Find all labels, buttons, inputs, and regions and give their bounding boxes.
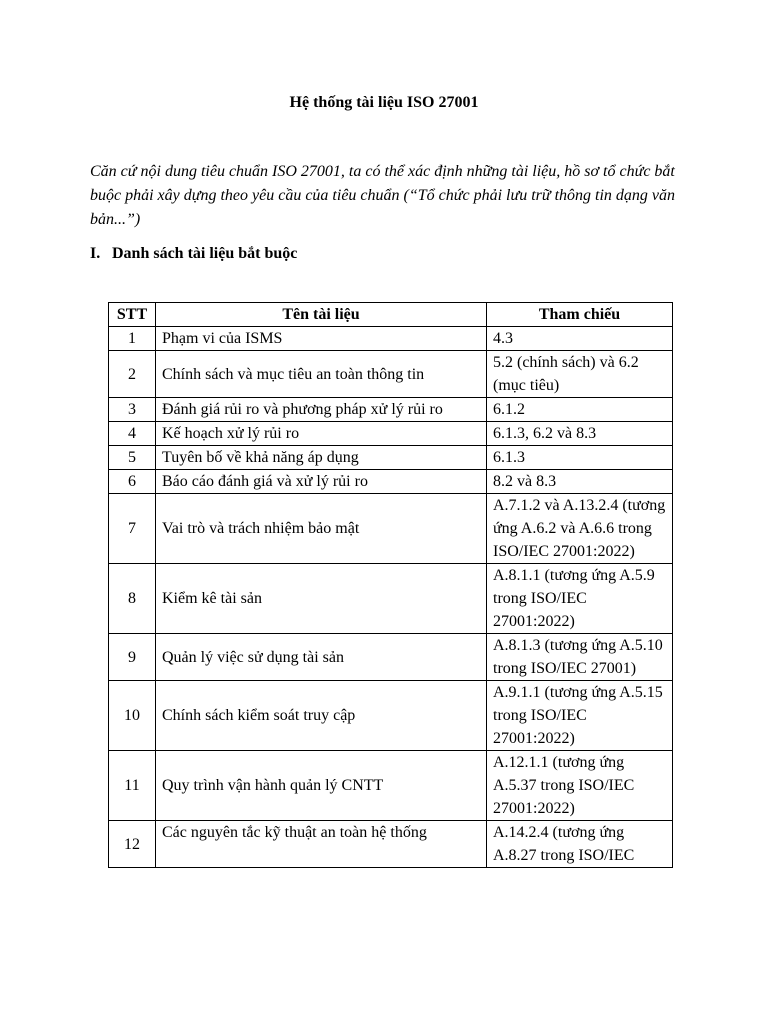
intro-paragraph: Căn cứ nội dung tiêu chuẩn ISO 27001, ta có thể xác định những tài liệu, hồ sơ tổ chức bắt buộc phải xây dựng theo yêu cầu của tiêu chuẩn (“Tổ chức phải lưu trữ thông tin dạng văn bản...”) xyxy=(90,163,676,228)
header-stt: STT xyxy=(109,303,156,327)
cell-stt: 10 xyxy=(109,681,156,751)
table-row xyxy=(109,821,673,868)
table-row xyxy=(109,564,673,634)
cell-stt: 6 xyxy=(109,470,156,494)
cell-stt: 12 xyxy=(109,821,156,868)
cell-name: Các nguyên tắc kỹ thuật an toàn hệ thống xyxy=(156,821,487,868)
table-row xyxy=(109,494,673,564)
cell-stt: 2 xyxy=(109,351,156,398)
table-row xyxy=(109,446,673,470)
cell-ref: 4.3 xyxy=(487,327,673,351)
cell-name: Quản lý việc sử dụng tài sản xyxy=(156,634,487,681)
table-row xyxy=(109,422,673,446)
cell-stt: 5 xyxy=(109,446,156,470)
cell-ref: A.12.1.1 (tương ứng A.5.37 trong ISO/IEC 27001:2022) xyxy=(487,751,673,821)
cell-name: Phạm vi của ISMS xyxy=(156,327,487,351)
cell-stt: 4 xyxy=(109,422,156,446)
cell-stt: 8 xyxy=(109,564,156,634)
cell-ref: A.8.1.3 (tương ứng A.5.10 trong ISO/IEC 27001) xyxy=(487,634,673,681)
table-row xyxy=(109,398,673,422)
cell-ref: A.9.1.1 (tương ứng A.5.15 trong ISO/IEC 27001:2022) xyxy=(487,681,673,751)
table-row xyxy=(109,751,673,821)
cell-name: Báo cáo đánh giá và xử lý rủi ro xyxy=(156,470,487,494)
cell-ref: 6.1.3, 6.2 và 8.3 xyxy=(487,422,673,446)
cell-name: Đánh giá rủi ro và phương pháp xử lý rủi ro xyxy=(156,398,487,422)
cell-stt: 11 xyxy=(109,751,156,821)
cell-name: Kiểm kê tài sản xyxy=(156,564,487,634)
header-ref: Tham chiếu xyxy=(487,303,673,327)
cell-name: Chính sách và mục tiêu an toàn thông tin xyxy=(156,351,487,398)
document-title: Hệ thống tài liệu ISO 27001 xyxy=(289,94,479,111)
header-name: Tên tài liệu xyxy=(156,303,487,327)
cell-ref: 6.1.3 xyxy=(487,446,673,470)
section-title: Danh sách tài liệu bắt buộc xyxy=(112,245,298,262)
table-row xyxy=(109,681,673,751)
cell-name: Tuyên bố về khả năng áp dụng xyxy=(156,446,487,470)
cell-stt: 1 xyxy=(109,327,156,351)
cell-stt: 7 xyxy=(109,494,156,564)
section-heading xyxy=(90,245,297,263)
cell-name: Quy trình vận hành quản lý CNTT xyxy=(156,751,487,821)
cell-stt: 3 xyxy=(109,398,156,422)
cell-ref: A.8.1.1 (tương ứng A.5.9 trong ISO/IEC 27001:2022) xyxy=(487,564,673,634)
cell-ref: A.14.2.4 (tương ứng A.8.27 trong ISO/IEC xyxy=(487,821,673,868)
cell-name: Chính sách kiểm soát truy cập xyxy=(156,681,487,751)
table-row xyxy=(109,634,673,681)
cell-name: Kế hoạch xử lý rủi ro xyxy=(156,422,487,446)
table-row xyxy=(109,470,673,494)
cell-ref: 8.2 và 8.3 xyxy=(487,470,673,494)
section-number: I. xyxy=(90,245,101,262)
table-header-row xyxy=(109,303,673,327)
cell-ref: A.7.1.2 và A.13.2.4 (tương ứng A.6.2 và A.6.6 trong ISO/IEC 27001:2022) xyxy=(487,494,673,564)
table-row xyxy=(109,351,673,398)
document-table xyxy=(108,302,673,868)
table-row xyxy=(109,327,673,351)
cell-ref: 5.2 (chính sách) và 6.2 (mục tiêu) xyxy=(487,351,673,398)
cell-ref: 6.1.2 xyxy=(487,398,673,422)
cell-name: Vai trò và trách nhiệm bảo mật xyxy=(156,494,487,564)
cell-stt: 9 xyxy=(109,634,156,681)
